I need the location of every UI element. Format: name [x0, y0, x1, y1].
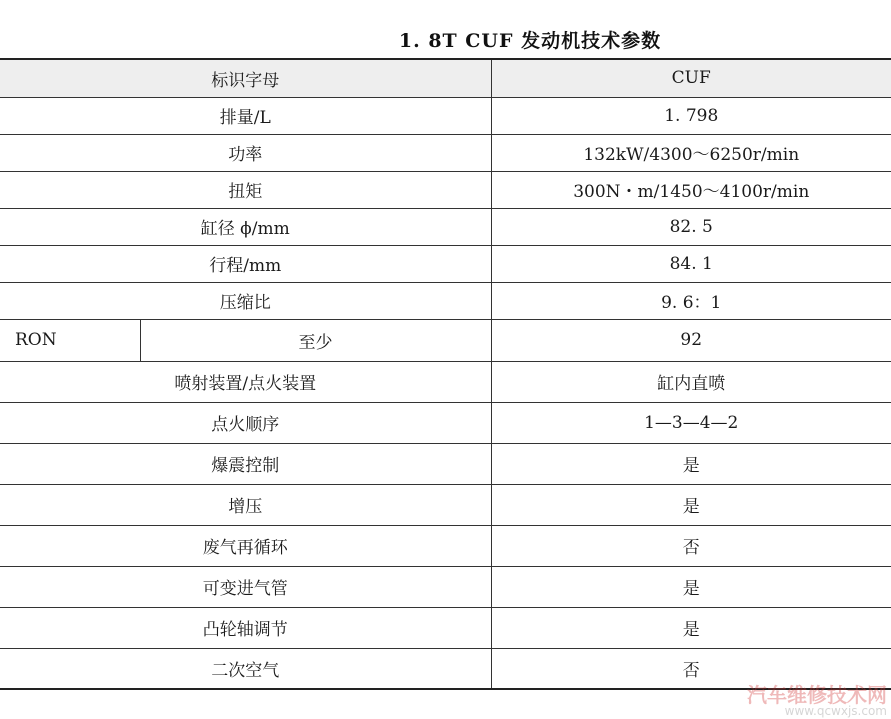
table-row — [0, 566, 891, 607]
table-row — [0, 361, 891, 402]
row-label: 凸轮轴调节 — [0, 607, 491, 648]
header-value-cell: CUF — [491, 59, 891, 97]
table-row — [0, 648, 891, 689]
table-header-row — [0, 59, 891, 97]
table-row — [0, 208, 891, 245]
table-row-ron — [0, 319, 891, 361]
ron-value: 92 — [491, 319, 891, 361]
row-value: 缸内直喷 — [491, 361, 891, 402]
watermark-text: 汽车维修技术网 — [747, 683, 887, 707]
row-value: 132kW/4300～6250r/min — [491, 134, 891, 171]
row-value: 84. 1 — [491, 245, 891, 282]
row-label: 点火顺序 — [0, 402, 491, 443]
row-value: 82. 5 — [491, 208, 891, 245]
row-value: 1. 798 — [491, 97, 891, 134]
table-row — [0, 97, 891, 134]
row-label: 压缩比 — [0, 282, 491, 319]
table-row — [0, 171, 891, 208]
row-label: 行程/mm — [0, 245, 491, 282]
watermark-url: www.qcwxjs.com — [784, 704, 887, 718]
row-value: 是 — [491, 484, 891, 525]
table-row — [0, 525, 891, 566]
row-label: 废气再循环 — [0, 525, 491, 566]
table-row — [0, 134, 891, 171]
ron-label: RON — [0, 319, 140, 361]
row-label: 排量/L — [0, 97, 491, 134]
row-label: 缸径 ϕ/mm — [0, 208, 491, 245]
row-value: 是 — [491, 566, 891, 607]
header-label-cell: 标识字母 — [0, 59, 491, 97]
row-label: 扭矩 — [0, 171, 491, 208]
engine-spec-table — [0, 58, 891, 690]
row-value: 是 — [491, 443, 891, 484]
row-value: 否 — [491, 525, 891, 566]
row-label: 喷射装置/点火装置 — [0, 361, 491, 402]
table-row — [0, 484, 891, 525]
row-value: 300N・m/1450～4100r/min — [491, 171, 891, 208]
ron-sublabel: 至少 — [140, 319, 491, 361]
row-label: 爆震控制 — [0, 443, 491, 484]
page-title: 1. 8T CUF 发动机技术参数 — [398, 30, 662, 52]
row-label: 增压 — [0, 484, 491, 525]
table-row — [0, 282, 891, 319]
row-value: 1—3—4—2 — [491, 402, 891, 443]
row-value: 是 — [491, 607, 891, 648]
row-value: 否 — [491, 648, 891, 689]
row-label: 可变进气管 — [0, 566, 491, 607]
table-row — [0, 607, 891, 648]
row-label: 功率 — [0, 134, 491, 171]
table-row — [0, 245, 891, 282]
row-label: 二次空气 — [0, 648, 491, 689]
table-row — [0, 402, 891, 443]
table-row — [0, 443, 891, 484]
row-value: 9. 6：1 — [491, 282, 891, 319]
